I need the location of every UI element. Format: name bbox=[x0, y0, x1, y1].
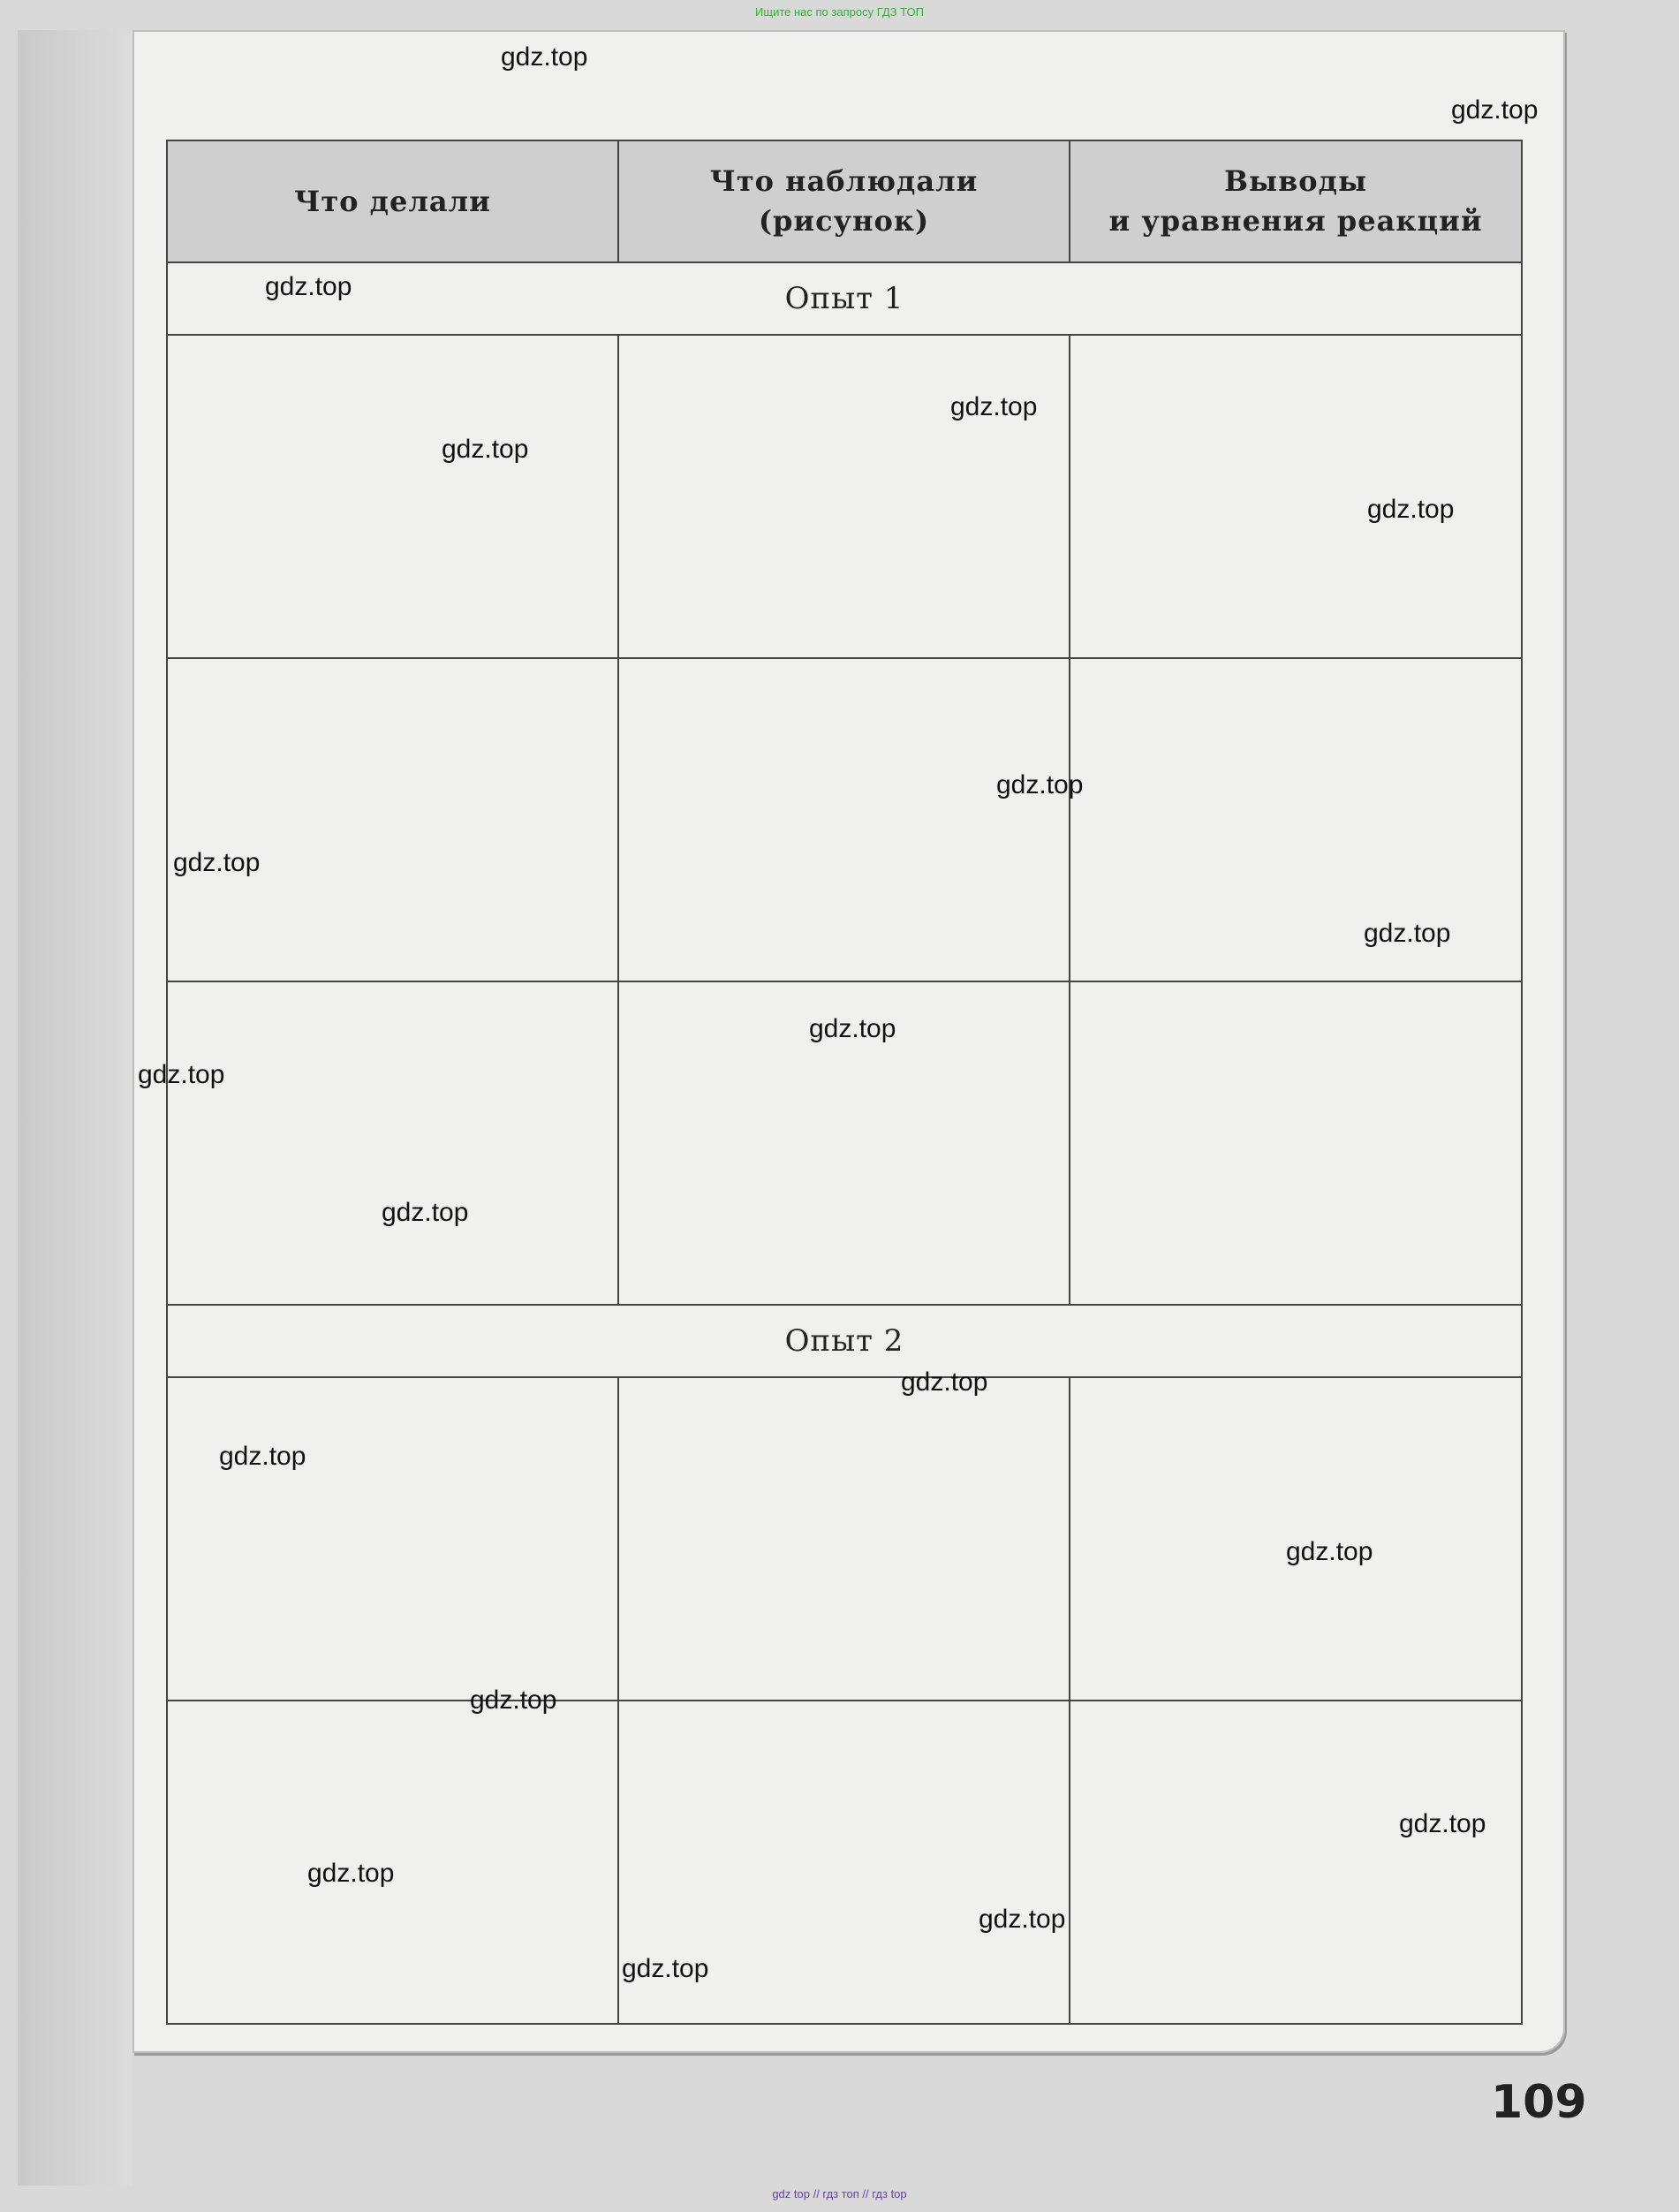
table-cell[interactable] bbox=[167, 335, 618, 658]
table-cell[interactable] bbox=[618, 335, 1070, 658]
section-row-experiment-2 bbox=[167, 1305, 1522, 1377]
page-shadow bbox=[18, 30, 132, 2185]
top-banner-text: Ищите нас по запросу ГДЗ ТОП bbox=[755, 5, 924, 19]
watermark: gdz.top bbox=[809, 1014, 896, 1043]
watermark: gdz.top bbox=[470, 1686, 557, 1715]
watermark: gdz.top bbox=[442, 435, 529, 464]
watermark: gdz.top bbox=[382, 1198, 469, 1227]
watermark: gdz.top bbox=[950, 392, 1038, 421]
section-title-experiment-1: Опыт 1 bbox=[167, 262, 1522, 335]
table-cell[interactable] bbox=[1070, 658, 1522, 981]
table-header-row bbox=[167, 140, 1522, 262]
header-what-done: Что делали bbox=[167, 140, 618, 262]
watermark: gdz.top bbox=[138, 1060, 225, 1089]
section-row-experiment-1 bbox=[167, 262, 1522, 335]
watermark: gdz.top bbox=[265, 272, 352, 301]
table-cell[interactable] bbox=[167, 658, 618, 981]
watermark: gdz.top bbox=[622, 1954, 709, 1983]
table-cell[interactable] bbox=[1070, 981, 1522, 1305]
watermark: gdz.top bbox=[501, 42, 588, 72]
table-cell[interactable] bbox=[167, 1377, 618, 1701]
watermark: gdz.top bbox=[1367, 495, 1455, 524]
watermark: gdz.top bbox=[1286, 1537, 1373, 1566]
watermark: gdz.top bbox=[307, 1859, 395, 1888]
table-cell[interactable] bbox=[167, 981, 618, 1305]
watermark: gdz.top bbox=[173, 848, 261, 877]
watermark: gdz.top bbox=[1364, 919, 1451, 948]
watermark: gdz.top bbox=[1451, 95, 1539, 125]
lab-report-table bbox=[166, 140, 1523, 2025]
page-number: 109 bbox=[1491, 2076, 1587, 2129]
table-row bbox=[167, 658, 1522, 981]
section-title-experiment-2: Опыт 2 bbox=[167, 1305, 1522, 1377]
bottom-banner-text: gdz top // гдз топ // гдз top bbox=[772, 2187, 907, 2201]
watermark: gdz.top bbox=[1399, 1809, 1486, 1838]
watermark: gdz.top bbox=[979, 1905, 1066, 1934]
header-what-observed: Что наблюдали (рисунок) bbox=[618, 140, 1070, 262]
table-cell[interactable] bbox=[618, 1377, 1070, 1701]
table-cell[interactable] bbox=[618, 658, 1070, 981]
watermark: gdz.top bbox=[219, 1442, 306, 1471]
watermark: gdz.top bbox=[901, 1367, 988, 1397]
table-cell[interactable] bbox=[1070, 1701, 1522, 2024]
watermark: gdz.top bbox=[996, 770, 1084, 799]
header-conclusions: Выводы и уравнения реакций bbox=[1070, 140, 1522, 262]
table-row bbox=[167, 335, 1522, 658]
